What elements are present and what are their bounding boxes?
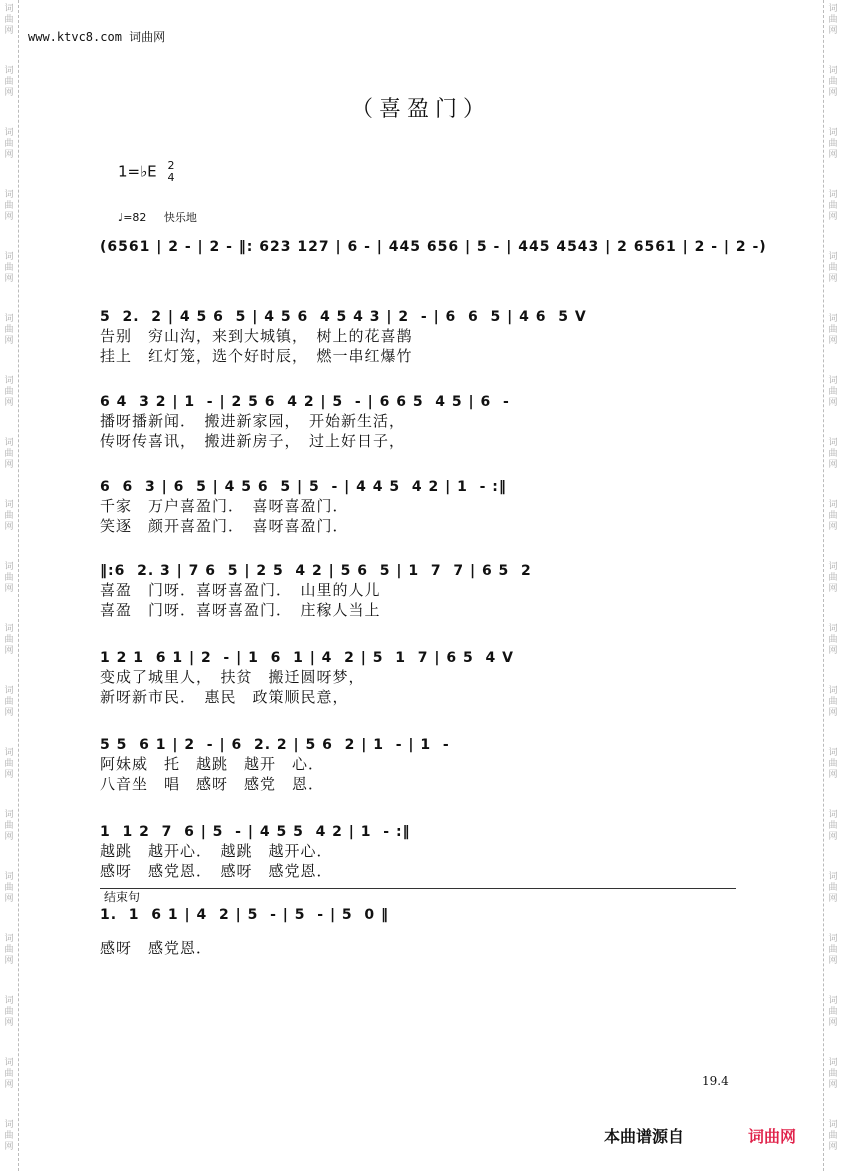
tempo-marking bbox=[118, 209, 197, 225]
lyric-verse-1: 变成了城里人， 扶贫 搬迁圆呀梦， bbox=[100, 668, 365, 686]
lyric-verse-2: 挂上 红灯笼，选个好时辰， 燃一串红爆竹 bbox=[100, 347, 413, 365]
lyric-verse-1: 告别 穷山沟，来到大城镇， 树上的花喜鹊 bbox=[100, 327, 413, 345]
watermark-text: 词 曲 网 bbox=[828, 624, 838, 656]
tempo-expression: 快乐地 bbox=[163, 211, 197, 224]
watermark-text: 词 曲 网 bbox=[4, 252, 14, 284]
lyric-verse-2: 八音坐 唱 感呀 感党 恩． bbox=[100, 775, 325, 793]
time-signature bbox=[167, 160, 174, 184]
watermark-text: 词 曲 网 bbox=[4, 872, 14, 904]
notation-line: ‖:6 2. 3 | 7 6 5 | 2 5 4 2 | 5 6 5 | 1 7 7 | 6 5 2 bbox=[100, 563, 532, 579]
watermark-text: 词 曲 网 bbox=[4, 500, 14, 532]
watermark-text: 词 曲 网 bbox=[4, 562, 14, 594]
watermark-text: 词 曲 网 bbox=[828, 314, 838, 346]
watermark-text: 词 曲 网 bbox=[4, 128, 14, 160]
watermark-text: 词 曲 网 bbox=[828, 1120, 838, 1152]
watermark-text: 词 曲 网 bbox=[4, 4, 14, 36]
watermark-text: 词 曲 网 bbox=[828, 66, 838, 98]
lyric-verse-1: 播呀播新闻． 搬进新家园， 开始新生活， bbox=[100, 412, 406, 430]
watermark-text: 词 曲 网 bbox=[828, 4, 838, 36]
lyric-verse-1: 感呀 感党恩． bbox=[100, 939, 213, 957]
site-url: www.ktvc8.com 词曲网 bbox=[28, 30, 166, 44]
song-title: （喜盈门） bbox=[350, 97, 491, 122]
system-6 bbox=[100, 649, 740, 707]
watermark-text: 词 曲 网 bbox=[828, 934, 838, 966]
footer-source-text: 本曲谱源自 bbox=[604, 1127, 685, 1146]
watermark-text: 词 曲 网 bbox=[4, 66, 14, 98]
lyric-verse-1: 千家 万户喜盈门． 喜呀喜盈门． bbox=[100, 497, 349, 515]
system-4 bbox=[100, 478, 740, 536]
watermark-text: 词 曲 网 bbox=[828, 686, 838, 718]
system-ending bbox=[100, 906, 740, 958]
lyric-verse-2: 感呀 感党恩． 感呀 感党恩． bbox=[100, 862, 333, 880]
ending-label: 结束句 bbox=[104, 890, 141, 904]
watermark-text: 词 曲 网 bbox=[828, 500, 838, 532]
system-7 bbox=[100, 736, 740, 794]
watermark-text: 词 曲 网 bbox=[828, 810, 838, 842]
notation-line: (6561 | 2 - | 2 - ‖: 623 127 | 6 - | 445 656 | 5 - | 445 4543 | 2 6561 | 2 - | 2 -) bbox=[100, 239, 767, 255]
watermark-text: 词 曲 网 bbox=[828, 748, 838, 780]
watermark-text: 词 曲 网 bbox=[828, 438, 838, 470]
watermark-text: 词 曲 网 bbox=[4, 686, 14, 718]
watermark-text: 词 曲 网 bbox=[4, 934, 14, 966]
watermark-text: 词 曲 网 bbox=[4, 996, 14, 1028]
watermark-text: 词 曲 网 bbox=[828, 562, 838, 594]
watermark-text: 词 曲 网 bbox=[828, 252, 838, 284]
lyric-verse-2: 传呀传喜讯， 搬进新房子， 过上好日子， bbox=[100, 432, 406, 450]
notation-line: 5 5 6 1 | 2 - | 6 2. 2 | 5 6 2 | 1 - | 1 - bbox=[100, 737, 450, 753]
lyric-verse-2: 新呀新市民． 惠民 政策顺民意， bbox=[100, 688, 349, 706]
ending-bracket bbox=[100, 888, 736, 889]
time-num: 2 bbox=[167, 159, 175, 172]
watermark-text: 词 曲 网 bbox=[828, 996, 838, 1028]
page-number: 19.4 bbox=[702, 1074, 729, 1088]
lyric-verse-2: 笑逐 颜开喜盈门． 喜呀喜盈门． bbox=[100, 517, 349, 535]
system-intro bbox=[100, 238, 767, 256]
system-3 bbox=[100, 393, 740, 451]
watermark-text: 词 曲 网 bbox=[828, 1058, 838, 1090]
notation-line: 1 1 2 7 6 | 5 - | 4 5 5 4 2 | 1 - :‖ bbox=[100, 824, 411, 840]
watermark-text: 词 曲 网 bbox=[4, 810, 14, 842]
key-main: 1=♭E bbox=[118, 162, 157, 181]
notation-line: 6 6 3 | 6 5 | 4 5 6 5 | 5 - | 4 4 5 4 2 | 1 - :‖ bbox=[100, 479, 507, 495]
notation-line: 5 2. 2 | 4 5 6 5 | 4 5 6 4 5 4 3 | 2 - | 6 6 5 | 4 6 5 V bbox=[100, 309, 587, 325]
notation-line: 1 2 1 6 1 | 2 - | 1 6 1 | 4 2 | 5 1 7 | 6 5 4 V bbox=[100, 650, 514, 666]
time-den: 4 bbox=[167, 171, 175, 184]
lyric-verse-2: 喜盈 门呀．喜呀喜盈门． 庄稼人当上 bbox=[100, 601, 381, 619]
footer-logo[interactable]: 词曲网 bbox=[748, 1127, 797, 1146]
watermark-text: 词 曲 网 bbox=[828, 376, 838, 408]
notation-line: 1. 1 6 1 | 4 2 | 5 - | 5 - | 5 0 ‖ bbox=[100, 907, 390, 923]
watermark-text: 词 曲 网 bbox=[828, 128, 838, 160]
watermark-text: 词 曲 网 bbox=[828, 190, 838, 222]
tempo-bpm: ♩=82 bbox=[118, 211, 147, 224]
watermark-text: 词 曲 网 bbox=[4, 748, 14, 780]
watermark-text: 词 曲 网 bbox=[4, 624, 14, 656]
watermark-text: 词 曲 网 bbox=[4, 190, 14, 222]
watermark-text: 词 曲 网 bbox=[4, 314, 14, 346]
system-5 bbox=[100, 562, 740, 620]
watermark-text: 词 曲 网 bbox=[4, 1058, 14, 1090]
lyric-verse-1: 越跳 越开心． 越跳 越开心． bbox=[100, 842, 333, 860]
system-2 bbox=[100, 308, 740, 366]
watermark-text: 词 曲 网 bbox=[4, 438, 14, 470]
notation-line: 6 4 3 2 | 1 - | 2 5 6 4 2 | 5 - | 6 6 5 4 5 | 6 - bbox=[100, 394, 510, 410]
watermark-text: 词 曲 网 bbox=[4, 376, 14, 408]
lyric-verse-1: 阿妹威 托 越跳 越开 心． bbox=[100, 755, 325, 773]
lyric-verse-1: 喜盈 门呀．喜呀喜盈门． 山里的人儿 bbox=[100, 581, 381, 599]
system-8 bbox=[100, 823, 740, 881]
key-signature bbox=[118, 160, 174, 184]
watermark-text: 词 曲 网 bbox=[828, 872, 838, 904]
watermark-text: 词 曲 网 bbox=[4, 1120, 14, 1152]
